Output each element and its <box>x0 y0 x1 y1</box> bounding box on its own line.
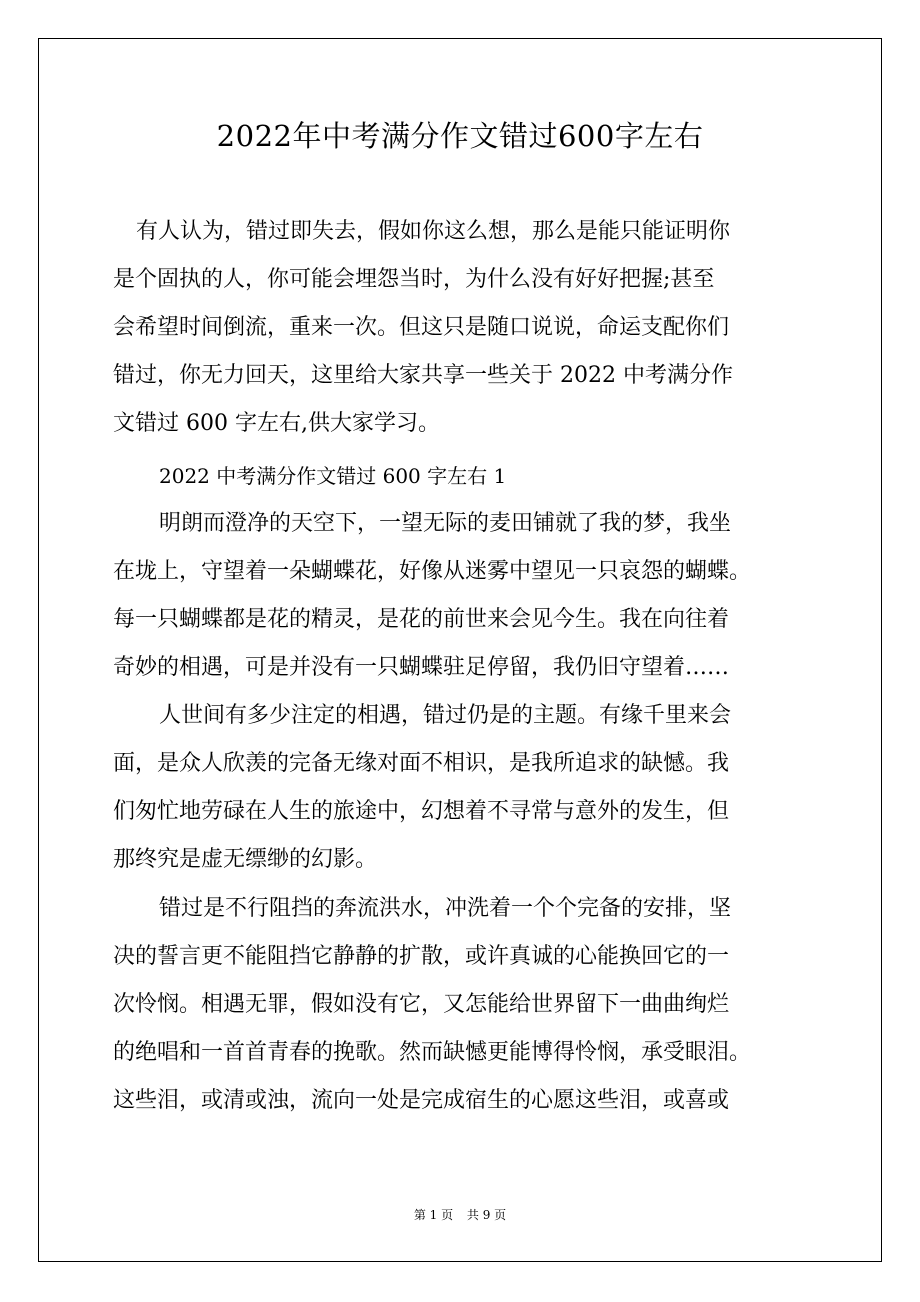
text-line: 有人认为，错过即失去，假如你这么想，那么是能只能证明你 <box>136 219 731 244</box>
text-line: 错过，你无力回天，这里给大家共享一些关于 2022 中考满分作 <box>113 363 733 388</box>
text-line: 每一只蝴蝶都是花的精灵，是花的前世来会见今生。我在向往着 <box>113 607 730 632</box>
text-line: 会希望时间倒流，重来一次。但这只是随口说说，命运支配你们 <box>113 315 730 340</box>
text-line: 错过是不行阻挡的奔流洪水，冲洗着一个个完备的安排，坚 <box>159 896 732 921</box>
section-heading: 2022 中考满分作文错过 600 字左右 1 <box>159 464 507 488</box>
text-line: 人世间有多少注定的相遇，错过仍是的主题。有缘千里来会 <box>159 703 732 728</box>
text-line: 明朗而澄净的天空下，一望无际的麦田铺就了我的梦，我坐 <box>159 511 732 536</box>
text-line: 决的誓言更不能阻挡它静静的扩散，或许真诚的心能换回它的一 <box>113 944 730 969</box>
page-footer <box>0 1207 920 1223</box>
text-line: 们匆忙地劳碌在人生的旅途中，幻想着不寻常与意外的发生，但 <box>113 799 730 824</box>
text-line: 奇妙的相遇，可是并没有一只蝴蝶驻足停留，我仍旧守望着…… <box>113 655 730 680</box>
text-line: 次怜悯。相遇无罪，假如没有它，又怎能给世界留下一曲曲绚烂 <box>113 992 730 1017</box>
text-line: 这些泪，或清或浊，流向一处是完成宿生的心愿这些泪，或喜或 <box>113 1088 730 1113</box>
text-line: 那终究是虚无缥缈的幻影。 <box>113 847 378 872</box>
text-line: 的绝唱和一首首青春的挽歌。然而缺憾更能博得怜悯，承受眼泪。 <box>113 1040 752 1065</box>
page-title: 2022年中考满分作文错过600字左右 <box>216 119 704 153</box>
text-line: 是个固执的人，你可能会埋怨当时，为什么没有好好把握;甚至 <box>113 267 715 292</box>
text-line: 文错过 600 字左右,供大家学习。 <box>113 411 440 436</box>
text-line: 面，是众人欣羡的完备无缘对面不相识，是我所追求的缺憾。我 <box>113 751 730 776</box>
page-number: 第 1 页 <box>413 1208 454 1222</box>
text-line: 在垅上，守望着一朵蝴蝶花，好像从迷雾中望见一只哀怨的蝴蝶。 <box>113 559 752 584</box>
page-total: 共 9 页 <box>466 1208 507 1222</box>
